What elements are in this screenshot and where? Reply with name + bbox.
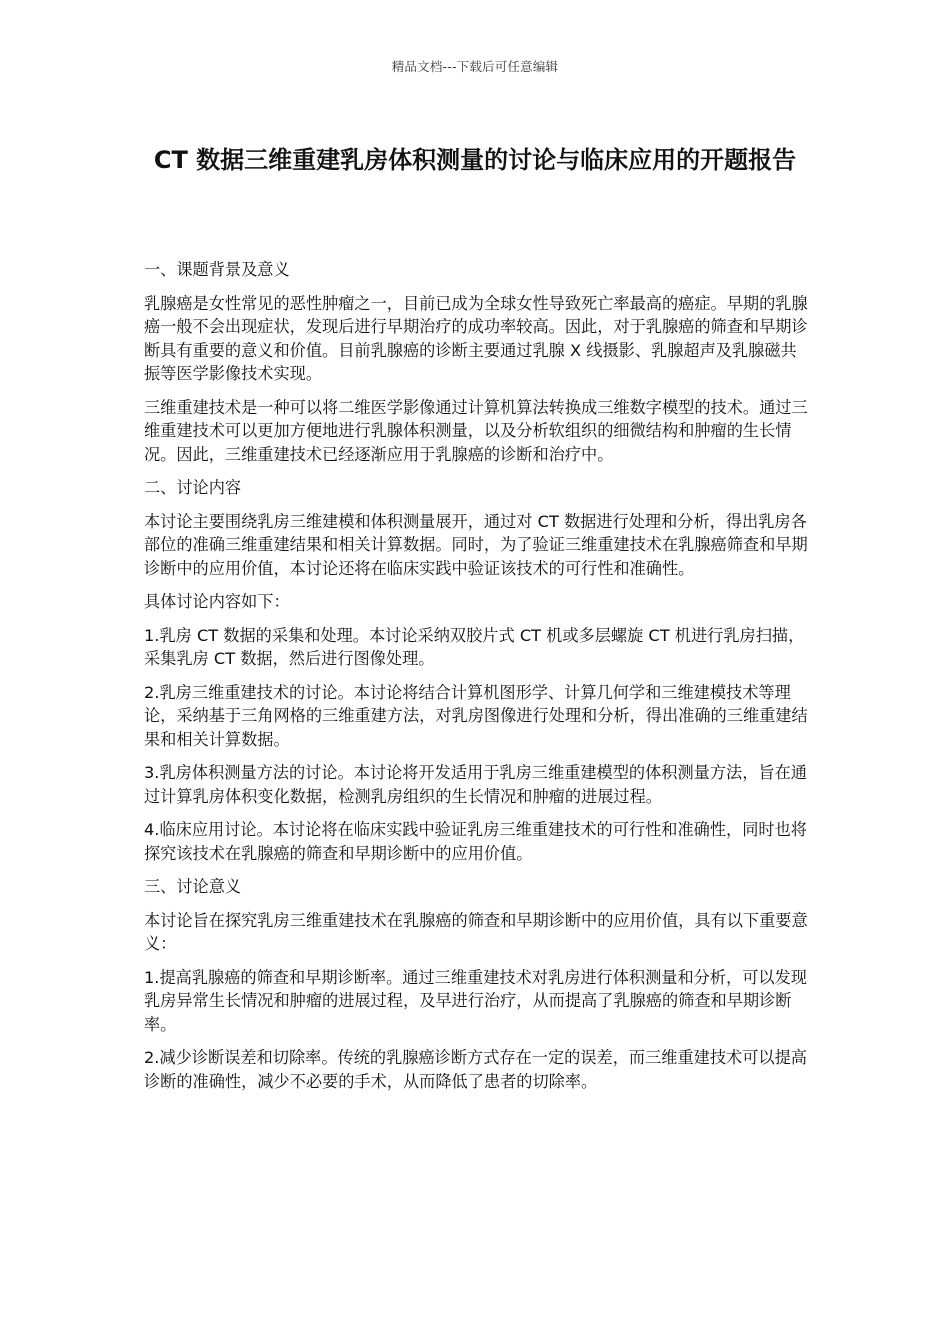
list-item-significance-1: 1.提高乳腺癌的筛查和早期诊断率。通过三维重建技术对乳房进行体积测量和分析，可以发现乳房异常生长情况和肿瘤的进展过程，及早进行治疗，从而提高了乳腺癌的筛查和早期诊断率。 (144, 967, 807, 1034)
list-item-significance-2: 2.减少诊断误差和切除率。传统的乳腺癌诊断方式存在一定的误差，而三维重建技术可以提高诊断的准确性，减少不必要的手术，从而降低了患者的切除率。 (144, 1048, 807, 1091)
list-item-content-3: 3.乳房体积测量方法的讨论。本讨论将开发适用于乳房三维重建模型的体积测量方法，旨在通过计算乳房体积变化数据，检测乳房组织的生长情况和肿瘤的进展过程。 (144, 763, 807, 806)
list-item-content-1: 1.乳房 CT 数据的采集和处理。本讨论采纳双胶片式 CT 机或多层螺旋 CT 机进行乳房扫描，采集乳房 CT 数据，然后进行图像处理。 (144, 625, 805, 668)
document-body (144, 258, 809, 1103)
paragraph-significance-1: 本讨论旨在探究乳房三维重建技术在乳腺癌的筛查和早期诊断中的应用价值，具有以下重要意义： (144, 910, 808, 953)
paragraph-background-2: 三维重建技术是一种可以将二维医学影像通过计算机算法转换成三维数字模型的技术。通过三维重建技术可以更加方便地进行乳腺体积测量，以及分析软组织的细微结构和肿瘤的生长情况。因此，三维重建技术已经逐渐应用于乳腺癌的诊断和治疗中。 (144, 397, 808, 464)
header-note: 精品文档---下载后可任意编辑 (391, 59, 559, 74)
paragraph-background-1: 乳腺癌是女性常见的恶性肿瘤之一，目前已成为全球女性导致死亡率最高的癌症。早期的乳腺癌一般不会出现症状，发现后进行早期治疗的成功率较高。因此，对于乳腺癌的筛查和早期诊断具有重要的意义和价值。目前乳腺癌的诊断主要通过乳腺 X 线摄影、乳腺超声及乳腺磁共振等医学影像技术实现。 (144, 293, 808, 383)
document-title: CT 数据三维重建乳房体积测量的讨论与临床应用的开题报告 (153, 146, 797, 174)
list-item-content-4: 4.临床应用讨论。本讨论将在临床实践中验证乳房三维重建技术的可行性和准确性，同时也将探究该技术在乳腺癌的筛查和早期诊断中的应用价值。 (144, 820, 807, 863)
section-heading-significance: 三、讨论意义 (144, 877, 242, 896)
list-item-content-2: 2.乳房三维重建技术的讨论。本讨论将结合计算机图形学、计算几何学和三维建模技术等理论，采纳基于三角网格的三维重建方法，对乳房图像进行处理和分析，得出准确的三维重建结果和相关计算数据。 (144, 682, 808, 749)
paragraph-content-intro: 具体讨论内容如下： (144, 592, 290, 611)
section-heading-content: 二、讨论内容 (144, 478, 242, 497)
paragraph-content-1: 本讨论主要围绕乳房三维建模和体积测量展开，通过对 CT 数据进行处理和分析，得出乳房各部位的准确三维重建结果和相关计算数据。同时，为了验证三维重建技术在乳腺癌筛查和早期诊断中的应用价值，本讨论还将在临床实践中验证该技术的可行性和准确性。 (144, 511, 808, 578)
section-heading-background: 一、课题背景及意义 (144, 260, 290, 279)
